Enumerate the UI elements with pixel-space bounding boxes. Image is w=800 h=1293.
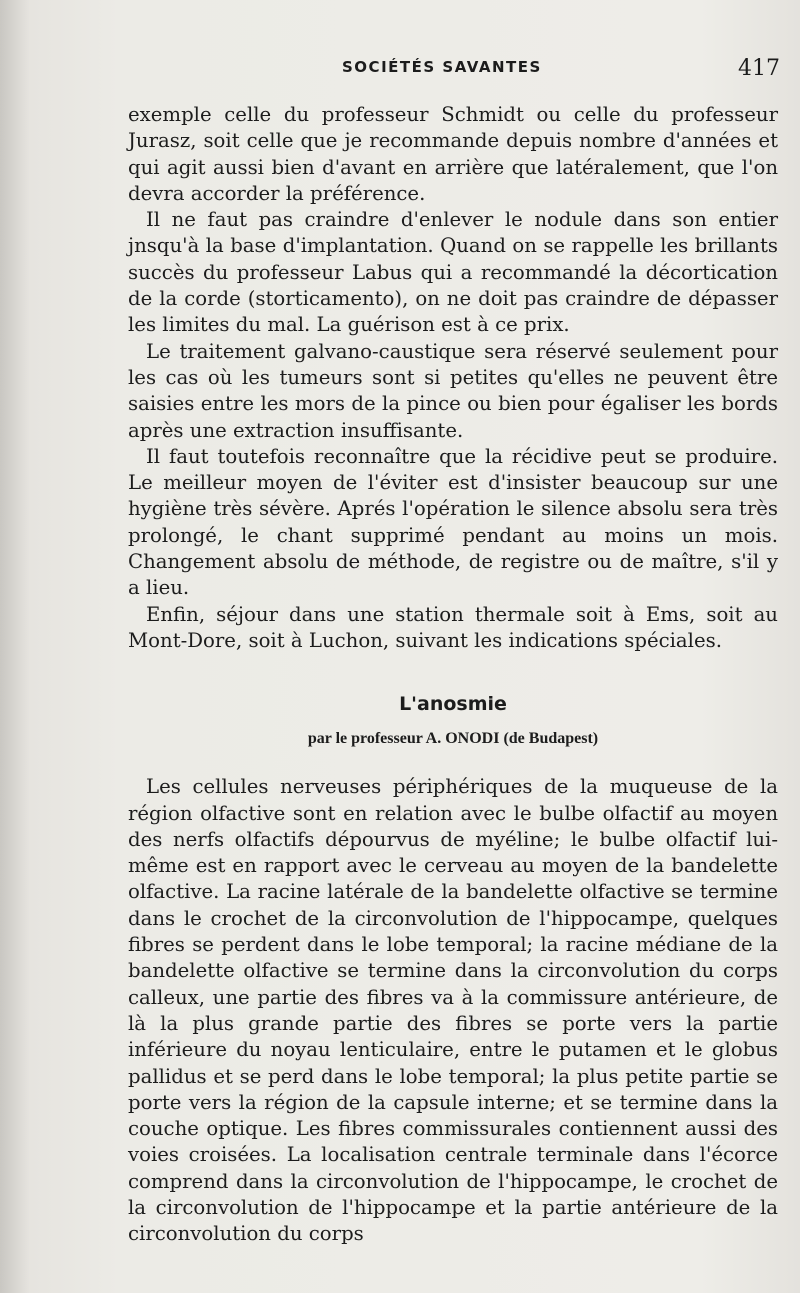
- paragraph: exemple celle du professeur Schmidt ou celle du professeur Jurasz, soit celle que je recommande depuis nombre d'années et qui agit aussi bien d'avant en arrière que latéralement, que l'on devra accorder la préférence.: [128, 103, 778, 205]
- paragraph: Le traitement galvano-caustique sera réservé seulement pour les cas où les tumeurs sont si petites qu'elles ne peuvent être saisies entre les mors de la pince ou bien pour égaliser les bords après une extraction insuffisante.: [128, 339, 778, 442]
- section-title: L'anosmie: [399, 693, 507, 716]
- page-body: [128, 102, 778, 1248]
- paragraph: Enfin, séjour dans une station thermale soit à Ems, soit au Mont-Dore, soit à Luchon, suivant les indications spéciales.: [128, 602, 778, 652]
- page-number: 417: [738, 56, 780, 81]
- author-byline: par le professeur A. ONODI (de Budapest): [307, 730, 599, 748]
- paragraph: Il faut toutefois reconnaître que la récidive peut se produire. Le meilleur moyen de l'éviter est d'insister beaucoup sur une hygiène très sévère. Aprés l'opération le silence absolu sera très prolongé, le chant supprimé pendant au moins un mois. Changement absolu de méthode, de registre ou de maître, s'il y a lieu.: [128, 444, 778, 600]
- page-header: [128, 58, 780, 88]
- running-title: SOCIÉTÉS SAVANTES: [342, 58, 542, 76]
- paragraph: Il ne faut pas craindre d'enlever le nodule dans son entier jnsqu'à la base d'implantation. Quand on se rappelle les brillants succès du professeur Labus qui a recommandé la décortication de la corde (storticamento), on ne doit pas craindre de dépasser les limites du mal. La guérison est à ce prix.: [128, 208, 778, 337]
- paragraph: Les cellules nerveuses périphériques de la muqueuse de la région olfactive sont en relation avec le bulbe olfactif au moyen des nerfs olfactifs dépourvus de myéline; le bulbe olfactif lui-même est en rapport avec le cerveau au moyen de la bandelette olfactive. La racine latérale de la bandelette olfactive se termine dans le crochet de la circonvolution de l'hippocampe, quelques fibres se perdent dans le lobe temporal; la racine médiane de la bandelette olfactive se termine dans la circonvolution du corps calleux, une partie des fibres va à la commissure antérieure, de là la plus grande partie des fibres se porte vers la partie inférieure du noyau lenticulaire, entre le putamen et le globus pallidus et se perd dans le lobe temporal; la plus petite partie se porte vers la région de la capsule interne; et se termine dans la couche optique. Les fibres commissurales contiennent aussi des voies croisées. La localisation centrale terminale dans l'écorce comprend dans la circonvolution de l'hippocampe, le crochet de la circonvolution de l'hippocampe et la partie antérieure de la circonvolution du corps: [128, 775, 778, 1246]
